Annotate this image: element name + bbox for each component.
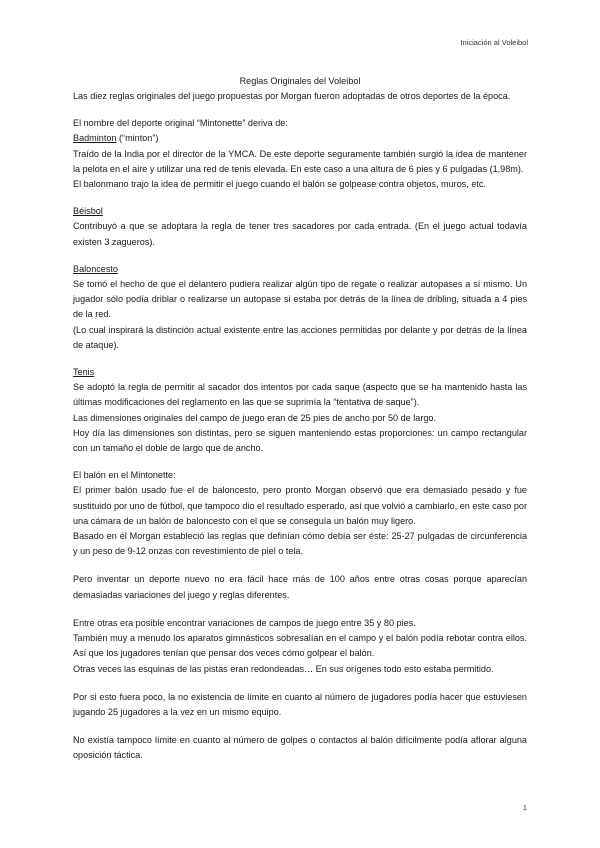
beisbol-heading: Béisbol [73, 206, 103, 217]
intro-paragraph: Las diez reglas originales del juego propuestas por Morgan fueron adoptadas de otros deportes de la época. [73, 91, 511, 101]
baloncesto-note: (Lo cual inspirará la distinción actual existente entre las acciones permitidas por delante y por detrás de la línea de ataque). [73, 324, 527, 350]
balon-paragraph-1: El primer balón usado fue el de baloncesto, pero pronto Morgan observó que era demasiado pesado y fue sustituido por uno de fútbol, que tampoco dio el resultado esperado, así que volvió a cambiarlo, en este caso por una cámara de un balón de baloncesto con el que se conseguía un balón muy ligero. [73, 485, 527, 526]
tenis-heading: Tenis [73, 367, 95, 378]
balonmano-paragraph: El balonmano trajo la idea de permitir el juego cuando el balón se golpease contra objetos, muros, etc. [73, 179, 487, 190]
closing-paragraph-5: Por si esto fuera poco, la no existencia de límite en cuanto al número de jugadores podía hacer que estuviesen jugando 25 jugadores a la vez en un mismo equipo. [73, 691, 527, 717]
badminton-paragraph: Traído de la India por el director de la YMCA. De este deporte seguramente también surgió la idea de mantener la pelota en el aire y utilizar una red de tenis elevada. En este caso a una altura de 6 pies y 6 pulgadas (1,98m). [73, 148, 527, 174]
closing-paragraph-4: Otras veces las esquinas de las pistas eran redondeadas… En sus orígenes todo esto estaba permitido. [73, 663, 494, 674]
badminton-alias: (“minton”) [116, 133, 159, 144]
beisbol-paragraph: Contribuyó a que se adoptara la regla de tener tres sacadores por cada entrada. (En el juego actual todavía existen 3 zagueros). [73, 221, 527, 247]
running-header: Iniciación al Voleibol [460, 38, 528, 47]
badminton-heading-line [73, 131, 527, 146]
balon-heading: El balón en el Mintonette: [73, 470, 176, 481]
document-body [73, 74, 527, 764]
page-number: 1 [522, 803, 527, 812]
document-title: Reglas Originales del Voleibol [239, 76, 361, 86]
closing-paragraph-1: Pero inventar un deporte nuevo no era fácil hace más de 100 años entre otras cosas porque aparecían demasiadas variaciones del juego y reglas diferentes. [73, 574, 527, 600]
origin-lead: El nombre del deporte original “Mintonette” deriva de: [73, 118, 288, 129]
balon-paragraph-2: Basado en él Morgan estableció las reglas que definían cómo debía ser éste: 25-27 pulgadas de circunferencia y un peso de 9-12 onzas con revestimiento de piel o tela. [73, 531, 527, 557]
tenis-paragraph-3: Hoy día las dimensiones son distintas, pero se siguen manteniendo estas proporciones: un campo rectangular con un tamaño el doble de largo que de ancho. [73, 427, 527, 454]
badminton-heading: Badminton [73, 133, 117, 144]
tenis-paragraph-1: Se adoptó la regla de permitir al sacador dos intentos por cada saque (aspecto que se ha mantenido hasta las últimas modificaciones del reglamento en las que se suprimía la “tentativa de saque”). [73, 382, 527, 408]
baloncesto-paragraph: Se tomó el hecho de que el delantero pudiera realizar algún tipo de regate o realizar autopases a sí mismo. Un jugador sólo podía driblar o realizarse un autopase si estaba por detrás de la línea de dribling, situada a 4 pies de la red. [73, 279, 527, 320]
closing-paragraph-6: No existía tampoco límite en cuanto al número de golpes o contactos al balón difícilmente podía aflorar alguna oposición táctica. [73, 735, 527, 761]
tenis-paragraph-2: Las dimensiones originales del campo de juego eran de 25 pies de ancho por 50 de largo. [73, 412, 436, 423]
baloncesto-heading: Baloncesto [73, 263, 118, 274]
closing-paragraph-2: Entre otras era posible encontrar variaciones de campos de juego entre 35 y 80 pies. [73, 617, 416, 628]
closing-paragraph-3: También muy a menudo los aparatos gimnásticos sobresalían en el campo y el balón podía rebotar contra ellos. Así que los jugadores tenían que pensar dos veces cómo golpear el balón. [73, 633, 527, 659]
